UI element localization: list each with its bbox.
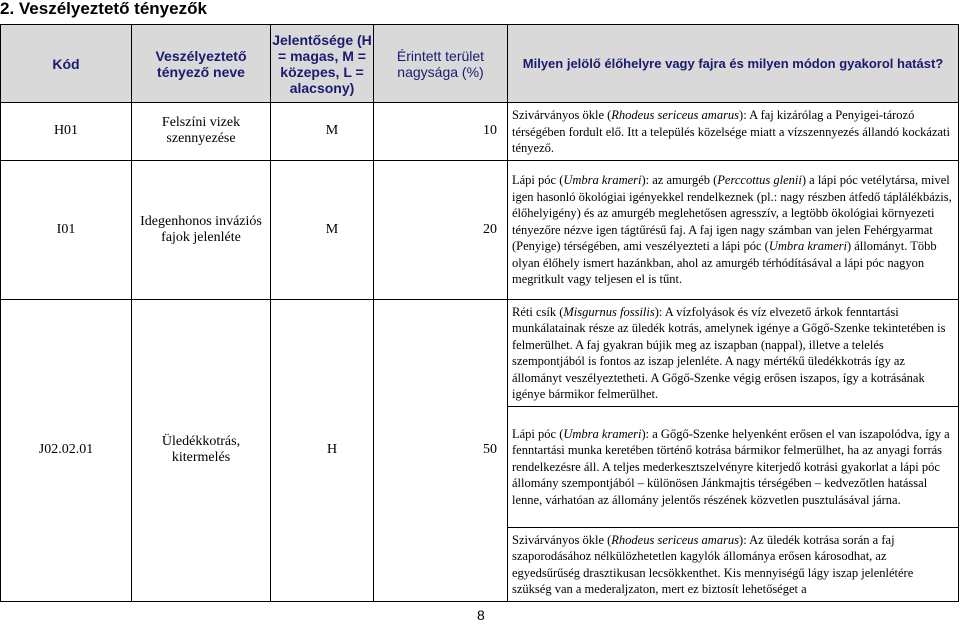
header-importance: Jelentősége (H = magas, M = közepes, L = alacsony)	[271, 25, 374, 103]
section-heading: 2. Veszélyeztető tényezők	[0, 0, 207, 18]
impact-description: Lápi póc (Umbra krameri): a Gőgő-Szenke helyenként erősen el van iszapolódva, így a fenntartási munka keretében történő kotrása bármikor felmerülhet, ha az anyagi forrás rendelkezésre áll. A teljes mederkesztszelvényre kiterjedő kotrási gyakorlat a lápi póc állomány szempontjából – különösen Jánkmajtis térségében – kedvezőtlen hatással lenne, várhatóan az állomány jelentős részének közvetlen pusztulásával járna.	[508, 406, 959, 527]
header-threat-name: Veszélyeztető tényező neve	[132, 25, 271, 103]
table-header-row	[1, 25, 959, 103]
row-code: H01	[1, 103, 132, 161]
table-row	[1, 299, 959, 406]
row-code: J02.02.01	[1, 299, 132, 601]
impact-description: Lápi póc (Umbra krameri): az amurgéb (Perccottus glenii) a lápi póc vetélytársa, mivel igen hasonló ökológiai igényekkel rendelkeznek (pl.: nagy részben átfedő táplálékbázis, élőhelyigény) és az amurgéb meglehetősen agresszív, a legtöbb ökológiai környezeti tényezőre nézve igen tágtűrésű faj. A faj igen nagy számban van jelen Fehérgyarmat (Penyige) térségében, ami veszélyezteti a lápi póc (Umbra krameri) állományt. Több olyan élőhely ismert hazánkban, ahol az amurgéb térhódításával a lápi póc nagyon megritkult vagy teljesen el is tűnt.	[508, 160, 959, 299]
row-code: I01	[1, 160, 132, 299]
table-row	[1, 160, 959, 299]
row-importance: H	[271, 299, 374, 601]
row-importance: M	[271, 160, 374, 299]
header-code: Kód	[1, 25, 132, 103]
row-area: 20	[374, 160, 508, 299]
threats-table	[0, 24, 959, 602]
row-importance: M	[271, 103, 374, 161]
impact-description: Szivárványos ökle (Rhodeus sericeus amarus): A faj kizárólag a Penyigei-tározó térségében fordult elő. Itt a település közelsége miatt a vízszennyezés állandó kockázati tényező.	[508, 103, 959, 161]
table-row	[1, 103, 959, 161]
page-number: 8	[477, 607, 485, 623]
impact-description: Szivárványos ökle (Rhodeus sericeus amarus): Az üledék kotrása során a faj szaporodásához nélkülözhetetlen kagylók állománya erősen károsodhat, az egyedsűrűség drasztikusan lecsökkenthet. Kis mennyiségű lágy iszap jelenlétére szükség van a mederaljzaton, mert ez biztosít lehetőséget a	[508, 527, 959, 601]
header-area: Érintett terület nagysága (%)	[374, 25, 508, 103]
row-threat-name: Üledékkotrás, kitermelés	[132, 299, 271, 601]
row-area: 50	[374, 299, 508, 601]
header-impact: Milyen jelölő élőhelyre vagy fajra és milyen módon gyakorol hatást?	[508, 25, 959, 103]
row-area: 10	[374, 103, 508, 161]
row-threat-name: Idegenhonos inváziós fajok jelenléte	[132, 160, 271, 299]
row-threat-name: Felszíni vizek szennyezése	[132, 103, 271, 161]
impact-description: Réti csík (Misgurnus fossilis): A vízfolyások és víz elvezető árkok fenntartási munkálatainak része az üledék kotrás, amelynek igénye a Gőgő-Szenke tekintetében is felmerülhet. A faj gyakran bújik meg az iszapban (nappal), illetve a telelés szempontjából is fontos az iszap jelenléte. A nagy mértékű üledékkotrás így az állományt veszélyeztetheti. A Gőgő-Szenke végig erősen iszapos, így a kotrásának igénye bármikor felmerülhet.	[508, 299, 959, 406]
